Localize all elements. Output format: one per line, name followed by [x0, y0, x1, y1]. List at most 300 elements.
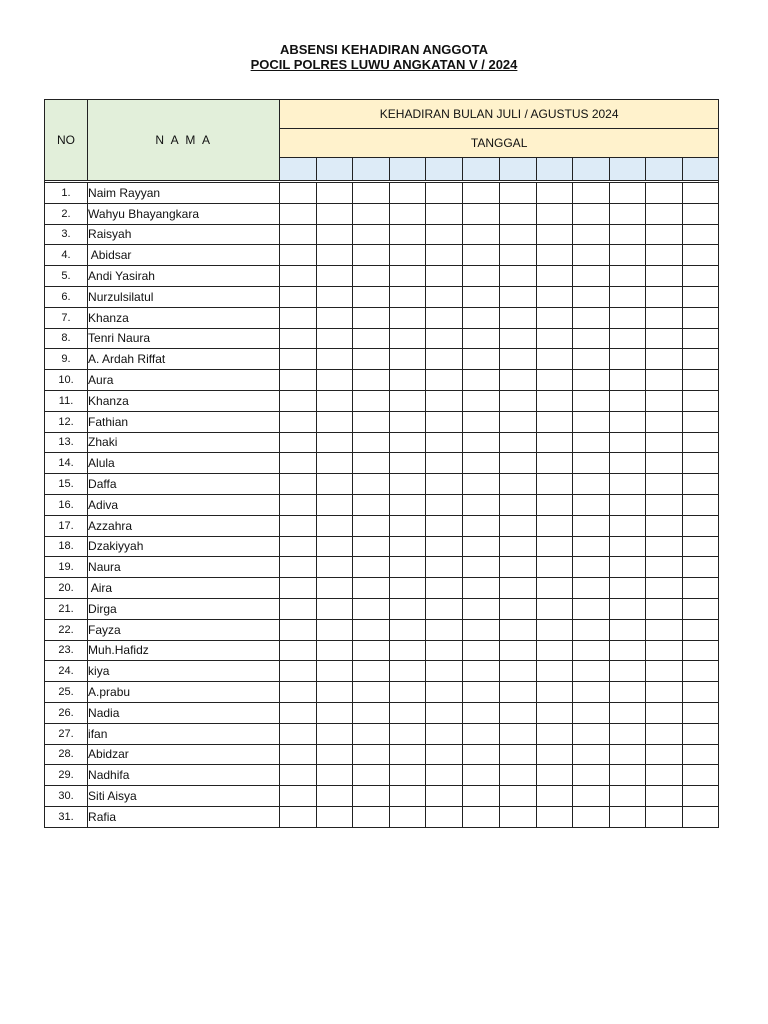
attendance-cell[interactable] [609, 598, 645, 619]
attendance-cell[interactable] [353, 744, 390, 765]
attendance-cell[interactable] [463, 307, 499, 328]
attendance-cell[interactable] [682, 786, 718, 807]
attendance-cell[interactable] [536, 515, 572, 536]
attendance-cell[interactable] [426, 474, 463, 495]
attendance-cell[interactable] [426, 702, 463, 723]
attendance-cell[interactable] [390, 370, 426, 391]
attendance-cell[interactable] [280, 349, 317, 370]
attendance-cell[interactable] [536, 390, 572, 411]
attendance-cell[interactable] [499, 224, 536, 245]
attendance-cell[interactable] [645, 806, 682, 827]
attendance-cell[interactable] [390, 286, 426, 307]
attendance-cell[interactable] [499, 370, 536, 391]
attendance-cell[interactable] [536, 286, 572, 307]
attendance-cell[interactable] [463, 183, 499, 204]
attendance-cell[interactable] [572, 640, 609, 661]
attendance-cell[interactable] [645, 183, 682, 204]
attendance-cell[interactable] [353, 765, 390, 786]
attendance-cell[interactable] [682, 432, 718, 453]
attendance-cell[interactable] [390, 744, 426, 765]
attendance-cell[interactable] [645, 390, 682, 411]
attendance-cell[interactable] [426, 557, 463, 578]
attendance-cell[interactable] [463, 578, 499, 599]
attendance-cell[interactable] [609, 183, 645, 204]
attendance-cell[interactable] [645, 702, 682, 723]
attendance-cell[interactable] [426, 245, 463, 266]
date-header-cell[interactable] [426, 158, 463, 181]
date-header-cell[interactable] [536, 158, 572, 181]
attendance-cell[interactable] [390, 515, 426, 536]
attendance-cell[interactable] [353, 661, 390, 682]
attendance-cell[interactable] [609, 266, 645, 287]
attendance-cell[interactable] [609, 328, 645, 349]
attendance-cell[interactable] [572, 183, 609, 204]
attendance-cell[interactable] [572, 370, 609, 391]
attendance-cell[interactable] [609, 744, 645, 765]
attendance-cell[interactable] [280, 557, 317, 578]
attendance-cell[interactable] [682, 453, 718, 474]
date-header-cell[interactable] [317, 158, 353, 181]
attendance-cell[interactable] [390, 723, 426, 744]
attendance-cell[interactable] [390, 203, 426, 224]
attendance-cell[interactable] [426, 515, 463, 536]
attendance-cell[interactable] [645, 744, 682, 765]
attendance-cell[interactable] [536, 203, 572, 224]
attendance-cell[interactable] [645, 411, 682, 432]
attendance-cell[interactable] [536, 245, 572, 266]
attendance-cell[interactable] [353, 307, 390, 328]
attendance-cell[interactable] [280, 474, 317, 495]
date-header-cell[interactable] [645, 158, 682, 181]
attendance-cell[interactable] [317, 307, 353, 328]
attendance-cell[interactable] [353, 619, 390, 640]
attendance-cell[interactable] [536, 723, 572, 744]
attendance-cell[interactable] [353, 682, 390, 703]
attendance-cell[interactable] [280, 224, 317, 245]
attendance-cell[interactable] [280, 619, 317, 640]
attendance-cell[interactable] [499, 557, 536, 578]
attendance-cell[interactable] [463, 224, 499, 245]
attendance-cell[interactable] [426, 328, 463, 349]
attendance-cell[interactable] [572, 765, 609, 786]
attendance-cell[interactable] [390, 786, 426, 807]
attendance-cell[interactable] [645, 286, 682, 307]
attendance-cell[interactable] [426, 349, 463, 370]
attendance-cell[interactable] [499, 349, 536, 370]
attendance-cell[interactable] [609, 765, 645, 786]
attendance-cell[interactable] [280, 286, 317, 307]
attendance-cell[interactable] [682, 286, 718, 307]
attendance-cell[interactable] [390, 245, 426, 266]
attendance-cell[interactable] [572, 723, 609, 744]
attendance-cell[interactable] [317, 598, 353, 619]
attendance-cell[interactable] [353, 432, 390, 453]
attendance-cell[interactable] [536, 432, 572, 453]
attendance-cell[interactable] [499, 702, 536, 723]
attendance-cell[interactable] [609, 349, 645, 370]
attendance-cell[interactable] [645, 515, 682, 536]
attendance-cell[interactable] [280, 744, 317, 765]
attendance-cell[interactable] [609, 557, 645, 578]
attendance-cell[interactable] [317, 183, 353, 204]
attendance-cell[interactable] [682, 328, 718, 349]
attendance-cell[interactable] [280, 536, 317, 557]
attendance-cell[interactable] [353, 723, 390, 744]
attendance-cell[interactable] [280, 390, 317, 411]
attendance-cell[interactable] [682, 682, 718, 703]
attendance-cell[interactable] [645, 578, 682, 599]
attendance-cell[interactable] [572, 474, 609, 495]
attendance-cell[interactable] [645, 619, 682, 640]
attendance-cell[interactable] [463, 453, 499, 474]
attendance-cell[interactable] [353, 536, 390, 557]
attendance-cell[interactable] [609, 245, 645, 266]
attendance-cell[interactable] [682, 619, 718, 640]
attendance-cell[interactable] [280, 370, 317, 391]
attendance-cell[interactable] [426, 806, 463, 827]
attendance-cell[interactable] [499, 806, 536, 827]
attendance-cell[interactable] [609, 453, 645, 474]
attendance-cell[interactable] [317, 661, 353, 682]
attendance-cell[interactable] [536, 494, 572, 515]
attendance-cell[interactable] [682, 536, 718, 557]
attendance-cell[interactable] [682, 203, 718, 224]
attendance-cell[interactable] [317, 557, 353, 578]
attendance-cell[interactable] [536, 765, 572, 786]
attendance-cell[interactable] [463, 661, 499, 682]
attendance-cell[interactable] [463, 619, 499, 640]
attendance-cell[interactable] [280, 453, 317, 474]
attendance-cell[interactable] [645, 432, 682, 453]
attendance-cell[interactable] [572, 661, 609, 682]
attendance-cell[interactable] [317, 640, 353, 661]
attendance-cell[interactable] [499, 286, 536, 307]
attendance-cell[interactable] [280, 203, 317, 224]
attendance-cell[interactable] [499, 183, 536, 204]
attendance-cell[interactable] [572, 453, 609, 474]
attendance-cell[interactable] [353, 390, 390, 411]
attendance-cell[interactable] [499, 245, 536, 266]
attendance-cell[interactable] [645, 536, 682, 557]
attendance-cell[interactable] [682, 806, 718, 827]
attendance-cell[interactable] [463, 411, 499, 432]
attendance-cell[interactable] [536, 702, 572, 723]
attendance-cell[interactable] [280, 765, 317, 786]
attendance-cell[interactable] [499, 203, 536, 224]
attendance-cell[interactable] [463, 286, 499, 307]
attendance-cell[interactable] [280, 307, 317, 328]
attendance-cell[interactable] [390, 661, 426, 682]
attendance-cell[interactable] [317, 349, 353, 370]
attendance-cell[interactable] [536, 806, 572, 827]
attendance-cell[interactable] [426, 432, 463, 453]
attendance-cell[interactable] [536, 224, 572, 245]
attendance-cell[interactable] [317, 806, 353, 827]
attendance-cell[interactable] [280, 183, 317, 204]
attendance-cell[interactable] [390, 619, 426, 640]
attendance-cell[interactable] [280, 411, 317, 432]
attendance-cell[interactable] [280, 806, 317, 827]
attendance-cell[interactable] [682, 183, 718, 204]
attendance-cell[interactable] [572, 619, 609, 640]
attendance-cell[interactable] [463, 266, 499, 287]
attendance-cell[interactable] [353, 702, 390, 723]
attendance-cell[interactable] [390, 390, 426, 411]
attendance-cell[interactable] [645, 224, 682, 245]
attendance-cell[interactable] [499, 619, 536, 640]
attendance-cell[interactable] [682, 744, 718, 765]
attendance-cell[interactable] [463, 536, 499, 557]
attendance-cell[interactable] [499, 474, 536, 495]
attendance-cell[interactable] [353, 474, 390, 495]
attendance-cell[interactable] [609, 224, 645, 245]
attendance-cell[interactable] [645, 453, 682, 474]
attendance-cell[interactable] [353, 286, 390, 307]
attendance-cell[interactable] [317, 515, 353, 536]
attendance-cell[interactable] [390, 266, 426, 287]
attendance-cell[interactable] [390, 702, 426, 723]
attendance-cell[interactable] [536, 744, 572, 765]
attendance-cell[interactable] [317, 723, 353, 744]
attendance-cell[interactable] [572, 702, 609, 723]
attendance-cell[interactable] [317, 453, 353, 474]
attendance-cell[interactable] [682, 557, 718, 578]
attendance-cell[interactable] [463, 723, 499, 744]
attendance-cell[interactable] [426, 307, 463, 328]
attendance-cell[interactable] [463, 432, 499, 453]
attendance-cell[interactable] [390, 765, 426, 786]
attendance-cell[interactable] [499, 266, 536, 287]
attendance-cell[interactable] [572, 390, 609, 411]
attendance-cell[interactable] [317, 286, 353, 307]
attendance-cell[interactable] [317, 786, 353, 807]
attendance-cell[interactable] [390, 183, 426, 204]
attendance-cell[interactable] [317, 494, 353, 515]
attendance-cell[interactable] [499, 328, 536, 349]
attendance-cell[interactable] [317, 266, 353, 287]
attendance-cell[interactable] [645, 494, 682, 515]
attendance-cell[interactable] [682, 578, 718, 599]
date-header-cell[interactable] [280, 158, 317, 181]
attendance-cell[interactable] [353, 494, 390, 515]
attendance-cell[interactable] [609, 640, 645, 661]
attendance-cell[interactable] [353, 203, 390, 224]
attendance-cell[interactable] [280, 661, 317, 682]
attendance-cell[interactable] [609, 411, 645, 432]
attendance-cell[interactable] [572, 682, 609, 703]
attendance-cell[interactable] [390, 432, 426, 453]
attendance-cell[interactable] [390, 557, 426, 578]
attendance-cell[interactable] [609, 619, 645, 640]
attendance-cell[interactable] [609, 661, 645, 682]
attendance-cell[interactable] [280, 598, 317, 619]
attendance-cell[interactable] [536, 619, 572, 640]
attendance-cell[interactable] [536, 453, 572, 474]
attendance-cell[interactable] [317, 245, 353, 266]
attendance-cell[interactable] [317, 765, 353, 786]
attendance-cell[interactable] [572, 598, 609, 619]
attendance-cell[interactable] [572, 494, 609, 515]
attendance-cell[interactable] [609, 494, 645, 515]
attendance-cell[interactable] [572, 286, 609, 307]
attendance-cell[interactable] [426, 661, 463, 682]
attendance-cell[interactable] [682, 702, 718, 723]
attendance-cell[interactable] [609, 307, 645, 328]
attendance-cell[interactable] [463, 328, 499, 349]
attendance-cell[interactable] [463, 702, 499, 723]
attendance-cell[interactable] [426, 203, 463, 224]
attendance-cell[interactable] [536, 266, 572, 287]
attendance-cell[interactable] [353, 266, 390, 287]
attendance-cell[interactable] [426, 411, 463, 432]
attendance-cell[interactable] [463, 744, 499, 765]
attendance-cell[interactable] [499, 744, 536, 765]
attendance-cell[interactable] [499, 765, 536, 786]
attendance-cell[interactable] [682, 370, 718, 391]
attendance-cell[interactable] [280, 682, 317, 703]
attendance-cell[interactable] [280, 578, 317, 599]
date-header-cell[interactable] [682, 158, 718, 181]
attendance-cell[interactable] [645, 682, 682, 703]
attendance-cell[interactable] [682, 474, 718, 495]
attendance-cell[interactable] [609, 723, 645, 744]
attendance-cell[interactable] [280, 786, 317, 807]
attendance-cell[interactable] [463, 494, 499, 515]
attendance-cell[interactable] [536, 661, 572, 682]
attendance-cell[interactable] [463, 786, 499, 807]
attendance-cell[interactable] [536, 183, 572, 204]
attendance-cell[interactable] [280, 723, 317, 744]
attendance-cell[interactable] [536, 640, 572, 661]
attendance-cell[interactable] [426, 286, 463, 307]
date-header-cell[interactable] [499, 158, 536, 181]
attendance-cell[interactable] [499, 411, 536, 432]
attendance-cell[interactable] [609, 474, 645, 495]
attendance-cell[interactable] [426, 640, 463, 661]
attendance-cell[interactable] [499, 723, 536, 744]
attendance-cell[interactable] [572, 266, 609, 287]
attendance-cell[interactable] [353, 183, 390, 204]
date-header-cell[interactable] [463, 158, 499, 181]
attendance-cell[interactable] [317, 203, 353, 224]
attendance-cell[interactable] [390, 640, 426, 661]
attendance-cell[interactable] [353, 370, 390, 391]
attendance-cell[interactable] [426, 266, 463, 287]
attendance-cell[interactable] [572, 578, 609, 599]
attendance-cell[interactable] [572, 432, 609, 453]
attendance-cell[interactable] [353, 806, 390, 827]
attendance-cell[interactable] [572, 411, 609, 432]
attendance-cell[interactable] [463, 598, 499, 619]
attendance-cell[interactable] [609, 203, 645, 224]
attendance-cell[interactable] [572, 224, 609, 245]
attendance-cell[interactable] [536, 598, 572, 619]
attendance-cell[interactable] [682, 598, 718, 619]
attendance-cell[interactable] [609, 786, 645, 807]
attendance-cell[interactable] [317, 224, 353, 245]
attendance-cell[interactable] [463, 682, 499, 703]
attendance-cell[interactable] [682, 411, 718, 432]
attendance-cell[interactable] [572, 245, 609, 266]
attendance-cell[interactable] [463, 245, 499, 266]
attendance-cell[interactable] [645, 765, 682, 786]
attendance-cell[interactable] [609, 370, 645, 391]
attendance-cell[interactable] [390, 536, 426, 557]
attendance-cell[interactable] [536, 328, 572, 349]
attendance-cell[interactable] [572, 307, 609, 328]
attendance-cell[interactable] [426, 744, 463, 765]
attendance-cell[interactable] [426, 786, 463, 807]
attendance-cell[interactable] [682, 765, 718, 786]
attendance-cell[interactable] [390, 682, 426, 703]
attendance-cell[interactable] [390, 307, 426, 328]
attendance-cell[interactable] [499, 661, 536, 682]
attendance-cell[interactable] [536, 474, 572, 495]
attendance-cell[interactable] [463, 640, 499, 661]
attendance-cell[interactable] [536, 411, 572, 432]
attendance-cell[interactable] [280, 702, 317, 723]
attendance-cell[interactable] [353, 224, 390, 245]
attendance-cell[interactable] [317, 536, 353, 557]
attendance-cell[interactable] [536, 370, 572, 391]
attendance-cell[interactable] [682, 661, 718, 682]
attendance-cell[interactable] [499, 494, 536, 515]
attendance-cell[interactable] [645, 307, 682, 328]
attendance-cell[interactable] [280, 328, 317, 349]
attendance-cell[interactable] [390, 474, 426, 495]
attendance-cell[interactable] [390, 349, 426, 370]
attendance-cell[interactable] [353, 640, 390, 661]
attendance-cell[interactable] [499, 682, 536, 703]
attendance-cell[interactable] [609, 806, 645, 827]
attendance-cell[interactable] [353, 245, 390, 266]
attendance-cell[interactable] [280, 245, 317, 266]
attendance-cell[interactable] [390, 494, 426, 515]
attendance-cell[interactable] [609, 390, 645, 411]
attendance-cell[interactable] [499, 432, 536, 453]
attendance-cell[interactable] [536, 307, 572, 328]
attendance-cell[interactable] [426, 619, 463, 640]
attendance-cell[interactable] [280, 494, 317, 515]
attendance-cell[interactable] [572, 786, 609, 807]
attendance-cell[interactable] [572, 744, 609, 765]
attendance-cell[interactable] [536, 349, 572, 370]
attendance-cell[interactable] [353, 578, 390, 599]
attendance-cell[interactable] [682, 640, 718, 661]
attendance-cell[interactable] [463, 370, 499, 391]
attendance-cell[interactable] [572, 328, 609, 349]
attendance-cell[interactable] [572, 203, 609, 224]
attendance-cell[interactable] [426, 682, 463, 703]
attendance-cell[interactable] [572, 806, 609, 827]
attendance-cell[interactable] [609, 286, 645, 307]
attendance-cell[interactable] [390, 328, 426, 349]
attendance-cell[interactable] [390, 411, 426, 432]
attendance-cell[interactable] [317, 578, 353, 599]
attendance-cell[interactable] [353, 411, 390, 432]
attendance-cell[interactable] [682, 245, 718, 266]
attendance-cell[interactable] [682, 390, 718, 411]
attendance-cell[interactable] [572, 349, 609, 370]
attendance-cell[interactable] [572, 536, 609, 557]
attendance-cell[interactable] [426, 370, 463, 391]
attendance-cell[interactable] [390, 224, 426, 245]
attendance-cell[interactable] [572, 515, 609, 536]
attendance-cell[interactable] [645, 786, 682, 807]
attendance-cell[interactable] [499, 640, 536, 661]
attendance-cell[interactable] [353, 453, 390, 474]
attendance-cell[interactable] [280, 432, 317, 453]
